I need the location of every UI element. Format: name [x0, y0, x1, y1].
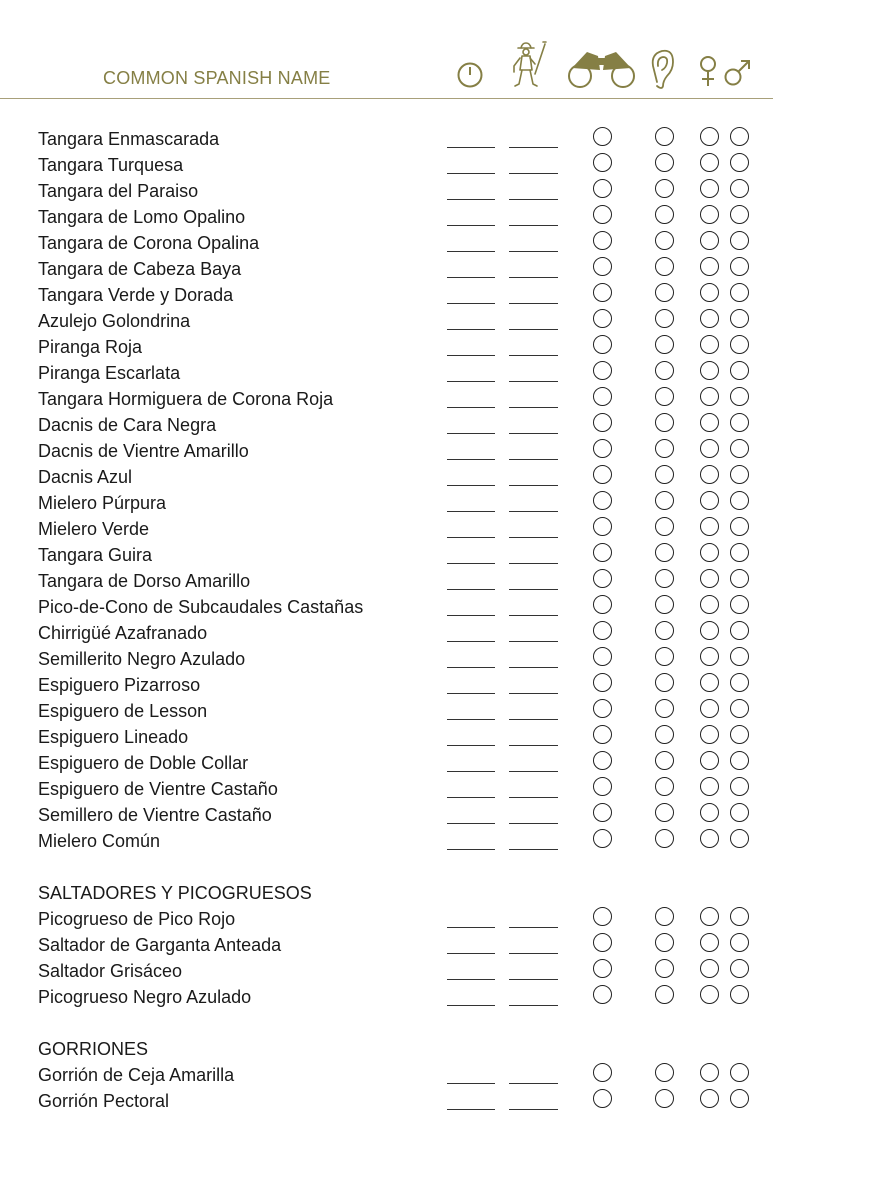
location-blank[interactable]	[509, 667, 558, 668]
heard-checkbox[interactable]	[655, 335, 674, 354]
species-name: Semillero de Vientre Castaño	[38, 805, 272, 825]
species-row	[0, 620, 872, 646]
species-name: Dacnis de Vientre Amarillo	[38, 441, 249, 461]
location-blank[interactable]	[509, 693, 558, 694]
location-blank[interactable]	[509, 381, 558, 382]
species-name: Espiguero de Vientre Castaño	[38, 779, 278, 799]
male-checkbox[interactable]	[730, 595, 749, 614]
species-row	[0, 672, 872, 698]
seen-checkbox[interactable]	[593, 829, 612, 848]
male-checkbox[interactable]	[730, 205, 749, 224]
seen-checkbox[interactable]	[593, 387, 612, 406]
female-checkbox[interactable]	[700, 517, 719, 536]
male-checkbox[interactable]	[730, 959, 749, 978]
time-blank[interactable]	[447, 485, 495, 486]
male-checkbox[interactable]	[730, 1063, 749, 1082]
location-blank[interactable]	[509, 823, 558, 824]
location-blank[interactable]	[509, 199, 558, 200]
female-checkbox[interactable]	[700, 543, 719, 562]
male-checkbox[interactable]	[730, 361, 749, 380]
female-checkbox[interactable]	[700, 465, 719, 484]
species-row	[0, 906, 872, 932]
time-blank[interactable]	[447, 693, 495, 694]
male-checkbox[interactable]	[730, 725, 749, 744]
seen-checkbox[interactable]	[593, 621, 612, 640]
species-row	[0, 516, 872, 542]
location-blank[interactable]	[509, 641, 558, 642]
species-name: Espiguero Lineado	[38, 727, 189, 747]
time-blank[interactable]	[447, 641, 495, 642]
binoculars-icon	[567, 46, 637, 92]
heard-checkbox[interactable]	[655, 751, 674, 770]
location-blank[interactable]	[509, 459, 558, 460]
section-title: SALTADORES Y PICOGRUESOS	[38, 883, 312, 903]
location-blank[interactable]	[509, 225, 558, 226]
checklist-header	[0, 0, 872, 100]
species-name: Tangara Verde y Dorada	[38, 285, 234, 305]
species-name: Semillerito Negro Azulado	[38, 649, 246, 669]
seen-checkbox[interactable]	[593, 127, 612, 146]
seen-checkbox[interactable]	[593, 569, 612, 588]
female-checkbox[interactable]	[700, 569, 719, 588]
heard-checkbox[interactable]	[655, 1089, 674, 1108]
time-blank[interactable]	[447, 459, 495, 460]
heard-checkbox[interactable]	[655, 153, 674, 172]
species-name: Tangara de Dorso Amarillo	[38, 571, 251, 591]
male-checkbox[interactable]	[730, 491, 749, 510]
species-name: Espiguero Pizarroso	[38, 675, 201, 695]
female-checkbox[interactable]	[700, 933, 719, 952]
location-blank[interactable]	[509, 433, 558, 434]
heard-checkbox[interactable]	[655, 621, 674, 640]
time-blank[interactable]	[447, 589, 495, 590]
female-checkbox[interactable]	[700, 491, 719, 510]
species-name: Tangara de Corona Opalina	[38, 233, 260, 253]
species-name: Piranga Roja	[38, 337, 143, 357]
male-checkbox[interactable]	[730, 777, 749, 796]
male-checkbox[interactable]	[730, 257, 749, 276]
species-row	[0, 646, 872, 672]
species-name: Dacnis Azul	[38, 467, 133, 487]
heard-checkbox[interactable]	[655, 205, 674, 224]
species-row	[0, 126, 872, 152]
section-header-row	[0, 880, 872, 906]
heard-checkbox[interactable]	[655, 179, 674, 198]
seen-checkbox[interactable]	[593, 543, 612, 562]
species-name: Tangara del Paraiso	[38, 181, 199, 201]
heard-checkbox[interactable]	[655, 777, 674, 796]
location-blank[interactable]	[509, 797, 558, 798]
time-blank[interactable]	[447, 849, 495, 850]
seen-checkbox[interactable]	[593, 361, 612, 380]
location-blank[interactable]	[509, 407, 558, 408]
species-row	[0, 490, 872, 516]
time-blank[interactable]	[447, 615, 495, 616]
seen-checkbox[interactable]	[593, 465, 612, 484]
female-checkbox[interactable]	[700, 309, 719, 328]
species-row	[0, 178, 872, 204]
heard-checkbox[interactable]	[655, 387, 674, 406]
species-row	[0, 1088, 872, 1114]
location-blank[interactable]	[509, 511, 558, 512]
time-blank[interactable]	[447, 329, 495, 330]
time-blank[interactable]	[447, 277, 495, 278]
female-checkbox[interactable]	[700, 699, 719, 718]
species-row	[0, 1062, 872, 1088]
seen-checkbox[interactable]	[593, 205, 612, 224]
heard-checkbox[interactable]	[655, 231, 674, 250]
seen-checkbox[interactable]	[593, 699, 612, 718]
seen-checkbox[interactable]	[593, 1063, 612, 1082]
seen-checkbox[interactable]	[593, 335, 612, 354]
species-row	[0, 776, 872, 802]
location-blank[interactable]	[509, 173, 558, 174]
ear-icon	[649, 48, 677, 90]
heard-checkbox[interactable]	[655, 257, 674, 276]
clock-icon	[456, 61, 484, 89]
female-checkbox[interactable]	[700, 205, 719, 224]
heard-checkbox[interactable]	[655, 309, 674, 328]
male-checkbox[interactable]	[730, 465, 749, 484]
species-row	[0, 412, 872, 438]
female-checkbox[interactable]	[700, 1063, 719, 1082]
species-name: Espiguero de Lesson	[38, 701, 208, 721]
male-checkbox[interactable]	[730, 985, 749, 1004]
heard-checkbox[interactable]	[655, 959, 674, 978]
seen-checkbox[interactable]	[593, 231, 612, 250]
male-checkbox[interactable]	[730, 803, 749, 822]
species-row	[0, 308, 872, 334]
location-blank[interactable]	[509, 329, 558, 330]
species-name: Saltador Grisáceo	[38, 961, 183, 981]
female-checkbox[interactable]	[700, 335, 719, 354]
species-name: Saltador de Garganta Anteada	[38, 935, 282, 955]
location-blank[interactable]	[509, 589, 558, 590]
species-row	[0, 724, 872, 750]
species-row	[0, 464, 872, 490]
time-blank[interactable]	[447, 355, 495, 356]
species-row	[0, 438, 872, 464]
female-checkbox[interactable]	[700, 179, 719, 198]
time-blank[interactable]	[447, 771, 495, 772]
seen-checkbox[interactable]	[593, 725, 612, 744]
male-checkbox[interactable]	[730, 673, 749, 692]
male-checkbox[interactable]	[730, 621, 749, 640]
time-blank[interactable]	[447, 719, 495, 720]
time-blank[interactable]	[447, 823, 495, 824]
male-checkbox[interactable]	[730, 335, 749, 354]
male-checkbox[interactable]	[730, 179, 749, 198]
heard-checkbox[interactable]	[655, 829, 674, 848]
header-rule	[0, 98, 773, 99]
female-checkbox[interactable]	[700, 829, 719, 848]
seen-checkbox[interactable]	[593, 985, 612, 1004]
time-blank[interactable]	[447, 927, 495, 928]
column-title: COMMON SPANISH NAME	[103, 68, 331, 88]
heard-checkbox[interactable]	[655, 543, 674, 562]
female-checkbox[interactable]	[700, 439, 719, 458]
location-blank[interactable]	[509, 303, 558, 304]
male-checkbox[interactable]	[730, 283, 749, 302]
location-blank[interactable]	[509, 615, 558, 616]
location-blank[interactable]	[509, 745, 558, 746]
species-row	[0, 386, 872, 412]
heard-checkbox[interactable]	[655, 699, 674, 718]
species-row	[0, 360, 872, 386]
heard-checkbox[interactable]	[655, 1063, 674, 1082]
location-blank[interactable]	[509, 719, 558, 720]
species-name: Tangara Turquesa	[38, 155, 184, 175]
seen-checkbox[interactable]	[593, 907, 612, 926]
birdwatcher-icon	[508, 40, 550, 90]
species-row	[0, 750, 872, 776]
seen-checkbox[interactable]	[593, 673, 612, 692]
species-name: Tangara de Cabeza Baya	[38, 259, 242, 279]
location-blank[interactable]	[509, 1109, 558, 1110]
species-name: Gorrión de Ceja Amarilla	[38, 1065, 235, 1085]
time-blank[interactable]	[447, 147, 495, 148]
location-blank[interactable]	[509, 277, 558, 278]
female-checkbox[interactable]	[700, 621, 719, 640]
female-checkbox[interactable]	[700, 595, 719, 614]
female-checkbox[interactable]	[700, 959, 719, 978]
time-blank[interactable]	[447, 1109, 495, 1110]
male-checkbox[interactable]	[730, 907, 749, 926]
male-symbol-icon	[722, 58, 752, 88]
male-checkbox[interactable]	[730, 517, 749, 536]
seen-checkbox[interactable]	[593, 413, 612, 432]
heard-checkbox[interactable]	[655, 127, 674, 146]
seen-checkbox[interactable]	[593, 933, 612, 952]
seen-checkbox[interactable]	[593, 647, 612, 666]
heard-checkbox[interactable]	[655, 985, 674, 1004]
time-blank[interactable]	[447, 381, 495, 382]
location-blank[interactable]	[509, 1005, 558, 1006]
male-checkbox[interactable]	[730, 569, 749, 588]
species-name: Pico-de-Cono de Subcaudales Castañas	[38, 597, 364, 617]
seen-checkbox[interactable]	[593, 751, 612, 770]
heard-checkbox[interactable]	[655, 803, 674, 822]
species-name: Mielero Púrpura	[38, 493, 167, 513]
species-row	[0, 542, 872, 568]
female-checkbox[interactable]	[700, 907, 719, 926]
seen-checkbox[interactable]	[593, 179, 612, 198]
female-checkbox[interactable]	[700, 413, 719, 432]
species-row	[0, 256, 872, 282]
location-blank[interactable]	[509, 537, 558, 538]
seen-checkbox[interactable]	[593, 491, 612, 510]
location-blank[interactable]	[509, 979, 558, 980]
species-row	[0, 594, 872, 620]
female-checkbox[interactable]	[700, 751, 719, 770]
male-checkbox[interactable]	[730, 1089, 749, 1108]
male-checkbox[interactable]	[730, 933, 749, 952]
heard-checkbox[interactable]	[655, 725, 674, 744]
species-row	[0, 802, 872, 828]
species-name: Picogrueso de Pico Rojo	[38, 909, 236, 929]
heard-checkbox[interactable]	[655, 907, 674, 926]
time-blank[interactable]	[447, 745, 495, 746]
seen-checkbox[interactable]	[593, 257, 612, 276]
location-blank[interactable]	[509, 147, 558, 148]
species-row	[0, 828, 872, 854]
species-name: Espiguero de Doble Collar	[38, 753, 249, 773]
species-row	[0, 282, 872, 308]
time-blank[interactable]	[447, 979, 495, 980]
species-name: Piranga Escarlata	[38, 363, 181, 383]
time-blank[interactable]	[447, 511, 495, 512]
time-blank[interactable]	[447, 563, 495, 564]
female-checkbox[interactable]	[700, 153, 719, 172]
time-blank[interactable]	[447, 407, 495, 408]
heard-checkbox[interactable]	[655, 595, 674, 614]
seen-checkbox[interactable]	[593, 595, 612, 614]
location-blank[interactable]	[509, 927, 558, 928]
male-checkbox[interactable]	[730, 751, 749, 770]
seen-checkbox[interactable]	[593, 803, 612, 822]
species-row	[0, 152, 872, 178]
time-blank[interactable]	[447, 251, 495, 252]
female-checkbox[interactable]	[700, 361, 719, 380]
species-row	[0, 698, 872, 724]
time-blank[interactable]	[447, 303, 495, 304]
male-checkbox[interactable]	[730, 829, 749, 848]
species-name: Mielero Verde	[38, 519, 150, 539]
male-checkbox[interactable]	[730, 699, 749, 718]
female-checkbox[interactable]	[700, 777, 719, 796]
heard-checkbox[interactable]	[655, 439, 674, 458]
female-checkbox[interactable]	[700, 725, 719, 744]
species-row	[0, 932, 872, 958]
species-name: Chirrigüé Azafranado	[38, 623, 208, 643]
species-name: Tangara Enmascarada	[38, 129, 220, 149]
heard-checkbox[interactable]	[655, 933, 674, 952]
species-name: Tangara Hormiguera de Corona Roja	[38, 389, 334, 409]
location-blank[interactable]	[509, 953, 558, 954]
species-row	[0, 958, 872, 984]
location-blank[interactable]	[509, 563, 558, 564]
male-checkbox[interactable]	[730, 127, 749, 146]
location-blank[interactable]	[509, 251, 558, 252]
time-blank[interactable]	[447, 1083, 495, 1084]
seen-checkbox[interactable]	[593, 959, 612, 978]
time-blank[interactable]	[447, 537, 495, 538]
male-checkbox[interactable]	[730, 413, 749, 432]
seen-checkbox[interactable]	[593, 153, 612, 172]
male-checkbox[interactable]	[730, 439, 749, 458]
female-checkbox[interactable]	[700, 283, 719, 302]
location-blank[interactable]	[509, 355, 558, 356]
time-blank[interactable]	[447, 667, 495, 668]
time-blank[interactable]	[447, 199, 495, 200]
female-checkbox[interactable]	[700, 231, 719, 250]
heard-checkbox[interactable]	[655, 673, 674, 692]
species-name: Dacnis de Cara Negra	[38, 415, 217, 435]
species-row	[0, 230, 872, 256]
female-checkbox[interactable]	[700, 127, 719, 146]
location-blank[interactable]	[509, 771, 558, 772]
male-checkbox[interactable]	[730, 647, 749, 666]
female-checkbox[interactable]	[700, 985, 719, 1004]
heard-checkbox[interactable]	[655, 517, 674, 536]
species-row	[0, 334, 872, 360]
species-name: Mielero Común	[38, 831, 161, 851]
male-checkbox[interactable]	[730, 153, 749, 172]
female-symbol-icon	[697, 54, 719, 88]
time-blank[interactable]	[447, 1005, 495, 1006]
time-blank[interactable]	[447, 433, 495, 434]
time-blank[interactable]	[447, 173, 495, 174]
section-title: GORRIONES	[38, 1039, 149, 1059]
seen-checkbox[interactable]	[593, 309, 612, 328]
species-name: Gorrión Pectoral	[38, 1091, 170, 1111]
heard-checkbox[interactable]	[655, 283, 674, 302]
species-name: Azulejo Golondrina	[38, 311, 191, 331]
species-name: Tangara de Lomo Opalino	[38, 207, 246, 227]
species-name: Picogrueso Negro Azulado	[38, 987, 252, 1007]
male-checkbox[interactable]	[730, 309, 749, 328]
heard-checkbox[interactable]	[655, 413, 674, 432]
seen-checkbox[interactable]	[593, 777, 612, 796]
time-blank[interactable]	[447, 953, 495, 954]
time-blank[interactable]	[447, 797, 495, 798]
female-checkbox[interactable]	[700, 1089, 719, 1108]
male-checkbox[interactable]	[730, 543, 749, 562]
species-row	[0, 568, 872, 594]
seen-checkbox[interactable]	[593, 283, 612, 302]
seen-checkbox[interactable]	[593, 1089, 612, 1108]
male-checkbox[interactable]	[730, 387, 749, 406]
heard-checkbox[interactable]	[655, 491, 674, 510]
heard-checkbox[interactable]	[655, 647, 674, 666]
male-checkbox[interactable]	[730, 231, 749, 250]
female-checkbox[interactable]	[700, 647, 719, 666]
species-row	[0, 984, 872, 1010]
female-checkbox[interactable]	[700, 803, 719, 822]
section-header-row	[0, 1036, 872, 1062]
location-blank[interactable]	[509, 849, 558, 850]
female-checkbox[interactable]	[700, 257, 719, 276]
heard-checkbox[interactable]	[655, 569, 674, 588]
time-blank[interactable]	[447, 225, 495, 226]
location-blank[interactable]	[509, 485, 558, 486]
heard-checkbox[interactable]	[655, 361, 674, 380]
species-name: Tangara Guira	[38, 545, 153, 565]
female-checkbox[interactable]	[700, 387, 719, 406]
heard-checkbox[interactable]	[655, 465, 674, 484]
species-row	[0, 204, 872, 230]
seen-checkbox[interactable]	[593, 439, 612, 458]
location-blank[interactable]	[509, 1083, 558, 1084]
female-checkbox[interactable]	[700, 673, 719, 692]
seen-checkbox[interactable]	[593, 517, 612, 536]
